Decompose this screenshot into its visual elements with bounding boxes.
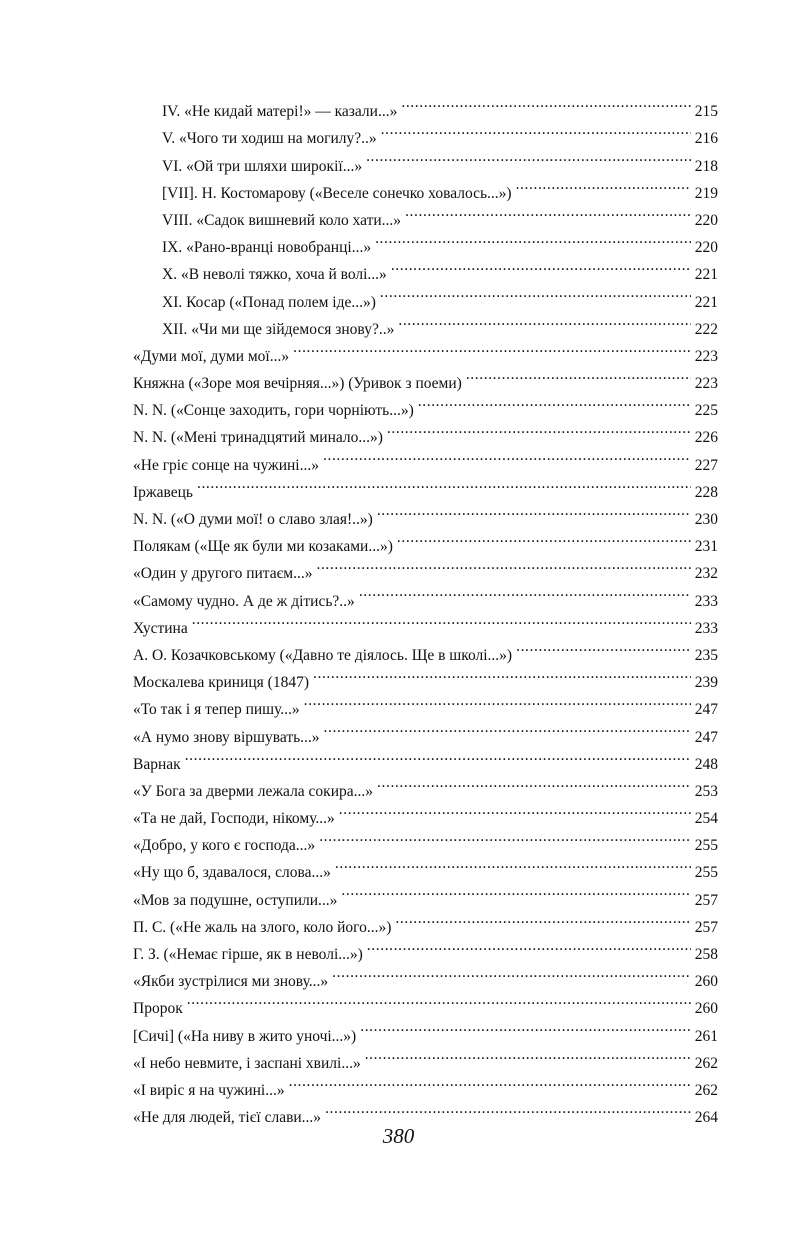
dot-leader — [380, 279, 691, 306]
dot-leader — [339, 796, 691, 823]
toc-entry — [133, 470, 718, 501]
toc-entry-page: 223 — [694, 347, 718, 365]
toc-entry-title: X. «В неволі тяжко, хоча й волі...» — [162, 266, 387, 284]
dot-leader — [359, 578, 691, 605]
toc-entry — [133, 1013, 718, 1045]
dot-leader — [197, 470, 691, 497]
toc-entry-title: «Та не дай, Господи, нікому...» — [133, 810, 335, 828]
toc-entry-title: N. N. («Сонце заходить, гори чорніють...») — [133, 402, 414, 420]
toc-entry-page: 232 — [694, 565, 718, 583]
toc-entry-page: 239 — [694, 674, 718, 692]
toc-entry-title: IV. «Не кидай матері!» — казали...» — [162, 103, 398, 121]
toc-entry-title: XII. «Чи ми ще зійдемося знову?..» — [162, 320, 395, 338]
toc-entry-title: Хустина — [133, 619, 188, 637]
toc-entry-title: Варнак — [133, 755, 181, 773]
toc-entry-title: Іржавець — [133, 483, 193, 501]
toc-entry-title: А. О. Козачковському («Давно те діялось. Ще в школі...») — [133, 646, 513, 664]
dot-leader — [316, 551, 690, 578]
dot-leader — [319, 823, 691, 850]
toc-entry-title: «І виріс я на чужині...» — [133, 1081, 285, 1099]
dot-leader — [381, 116, 691, 143]
toc-entry-title: [Сичі] («На ниву в жито уночі...») — [133, 1027, 357, 1045]
toc-entry-page: 220 — [694, 239, 718, 257]
toc-entry-page: 220 — [694, 211, 718, 229]
dot-leader — [192, 606, 691, 633]
dot-leader — [466, 361, 691, 388]
toc-entry-page: 254 — [694, 810, 718, 828]
toc-entry-page: 228 — [694, 483, 718, 501]
toc-entry-title: «Добро, у кого є господа...» — [133, 837, 316, 855]
dot-leader — [367, 932, 691, 959]
toc-entry-title: П. С. («Не жаль на злого, коло його...») — [133, 918, 392, 936]
toc-entry-title: N. N. («О думи мої! о славо злая!..») — [133, 511, 373, 528]
toc-entry-title: «Мов за подушне, оступили...» — [133, 891, 338, 909]
table-of-contents — [133, 89, 718, 1127]
toc-entry-title: XI. Косар («Понад полем іде...») — [162, 293, 376, 311]
toc-entry-title: Княжна («Зоре моя вечірняя...») (Уривок з поеми) — [133, 375, 462, 393]
dot-leader — [324, 714, 691, 741]
dot-leader — [377, 497, 691, 524]
toc-entry-page: 227 — [694, 456, 718, 474]
toc-entry — [133, 769, 718, 800]
toc-entry-title: «Не для людей, тієї слави...» — [133, 1109, 322, 1127]
toc-entry-title: Г. З. («Немає гірше, як в неволі...») — [133, 946, 363, 963]
toc-entry-page: 264 — [694, 1109, 718, 1127]
toc-entry-title: «Якби зустрілися ми знову...» — [133, 973, 329, 991]
page-number: 380 — [382, 1124, 415, 1148]
toc-entry-page: 223 — [694, 375, 718, 393]
toc-entry-title: N. N. («Мені тринадцятий минало...») — [133, 429, 383, 447]
toc-entry-page: 235 — [694, 646, 718, 664]
dot-leader — [375, 225, 691, 252]
dot-leader — [293, 334, 691, 361]
dot-leader — [405, 198, 691, 225]
toc-entry-page: 215 — [694, 103, 718, 121]
toc-entry-page: 216 — [694, 130, 718, 148]
toc-entry-page: 262 — [694, 1081, 718, 1099]
toc-entry-title: «І небо невмите, і заспані хвилі...» — [133, 1054, 361, 1072]
toc-entry — [133, 633, 718, 664]
toc-entry-title: «Ну що б, здавалося, слова...» — [133, 864, 331, 882]
dot-leader — [185, 742, 691, 769]
dot-leader — [335, 850, 691, 877]
toc-entry-page: 233 — [694, 619, 718, 637]
dot-leader — [401, 89, 690, 116]
toc-entry-title: [VII]. Н. Костомарову («Веселе сонечко ховалось...») — [162, 184, 512, 202]
dot-leader — [304, 687, 691, 714]
toc-entry-page: 253 — [694, 782, 718, 800]
toc-entry-title: «Самому чудно. А де ж дітись?..» — [133, 592, 355, 610]
dot-leader — [360, 1013, 691, 1040]
toc-entry-page: 257 — [694, 918, 718, 936]
dot-leader — [391, 252, 691, 279]
toc-entry-page: 230 — [694, 511, 718, 528]
toc-entry-page: 247 — [694, 701, 718, 719]
toc-entry-title: «Один у другого питаєм...» — [133, 565, 313, 583]
toc-entry-title: «То так і я тепер пишу...» — [133, 701, 300, 719]
toc-entry-page: 225 — [694, 402, 718, 420]
dot-leader — [418, 388, 691, 415]
toc-entry-page: 255 — [694, 837, 718, 855]
toc-entry-title: VI. «Ой три шляхи широкії...» — [162, 157, 363, 175]
dot-leader — [398, 307, 690, 334]
toc-entry — [133, 986, 718, 1018]
toc-entry-page: 247 — [694, 728, 718, 746]
dot-leader — [387, 415, 691, 442]
toc-entry — [133, 89, 718, 121]
toc-entry-page: 248 — [694, 755, 718, 773]
dot-leader — [516, 633, 691, 660]
dot-leader — [332, 959, 691, 986]
dot-leader — [395, 905, 690, 932]
toc-entry-page: 257 — [694, 891, 718, 909]
dot-leader — [366, 143, 691, 170]
toc-entry-page: 222 — [694, 320, 718, 338]
dot-leader — [289, 1068, 691, 1095]
toc-entry — [133, 606, 718, 637]
toc-entry-page: 231 — [694, 538, 718, 556]
toc-entry-page: 226 — [694, 429, 718, 447]
toc-entry-page: 261 — [694, 1027, 718, 1045]
toc-entry-title: «У Бога за дверми лежала сокира...» — [133, 782, 374, 800]
toc-entry-title: V. «Чого ти ходиш на могилу?..» — [162, 130, 377, 148]
toc-entry-title: Пророк — [133, 1000, 183, 1018]
toc-entry-title: «А нумо знову віршувать...» — [133, 728, 320, 746]
dot-leader — [323, 442, 691, 469]
toc-entry-title: Полякам («Ще як були ми козаками...») — [133, 538, 393, 556]
dot-leader — [397, 524, 691, 551]
dot-leader — [325, 1095, 691, 1122]
dot-leader — [365, 1041, 691, 1068]
dot-leader — [341, 877, 690, 904]
toc-entry-title: VIII. «Садок вишневий коло хати...» — [162, 211, 402, 229]
toc-entry-page: 221 — [694, 293, 718, 311]
toc-entry-title: IX. «Рано-вранці новобранці...» — [162, 239, 372, 257]
toc-entry-page: 233 — [694, 592, 718, 610]
dot-leader — [516, 171, 691, 198]
dot-leader — [377, 769, 691, 796]
toc-entry-page: 260 — [694, 1000, 718, 1018]
toc-entry — [133, 497, 718, 528]
toc-entry-page: 219 — [694, 184, 718, 202]
toc-entry-page: 258 — [694, 946, 718, 963]
toc-entry-title: Москалева криниця (1847) — [133, 674, 309, 692]
toc-entry-page: 221 — [694, 266, 718, 284]
toc-entry-page: 255 — [694, 864, 718, 882]
dot-leader — [187, 986, 691, 1013]
toc-entry-title: «Не гріє сонце на чужині...» — [133, 456, 319, 474]
toc-entry-page: 260 — [694, 973, 718, 991]
toc-entry-page: 262 — [694, 1054, 718, 1072]
dot-leader — [313, 660, 691, 687]
toc-entry-title: «Думи мої, думи мої...» — [133, 347, 290, 365]
toc-entry-page: 218 — [694, 157, 718, 175]
toc-entry — [133, 742, 718, 773]
